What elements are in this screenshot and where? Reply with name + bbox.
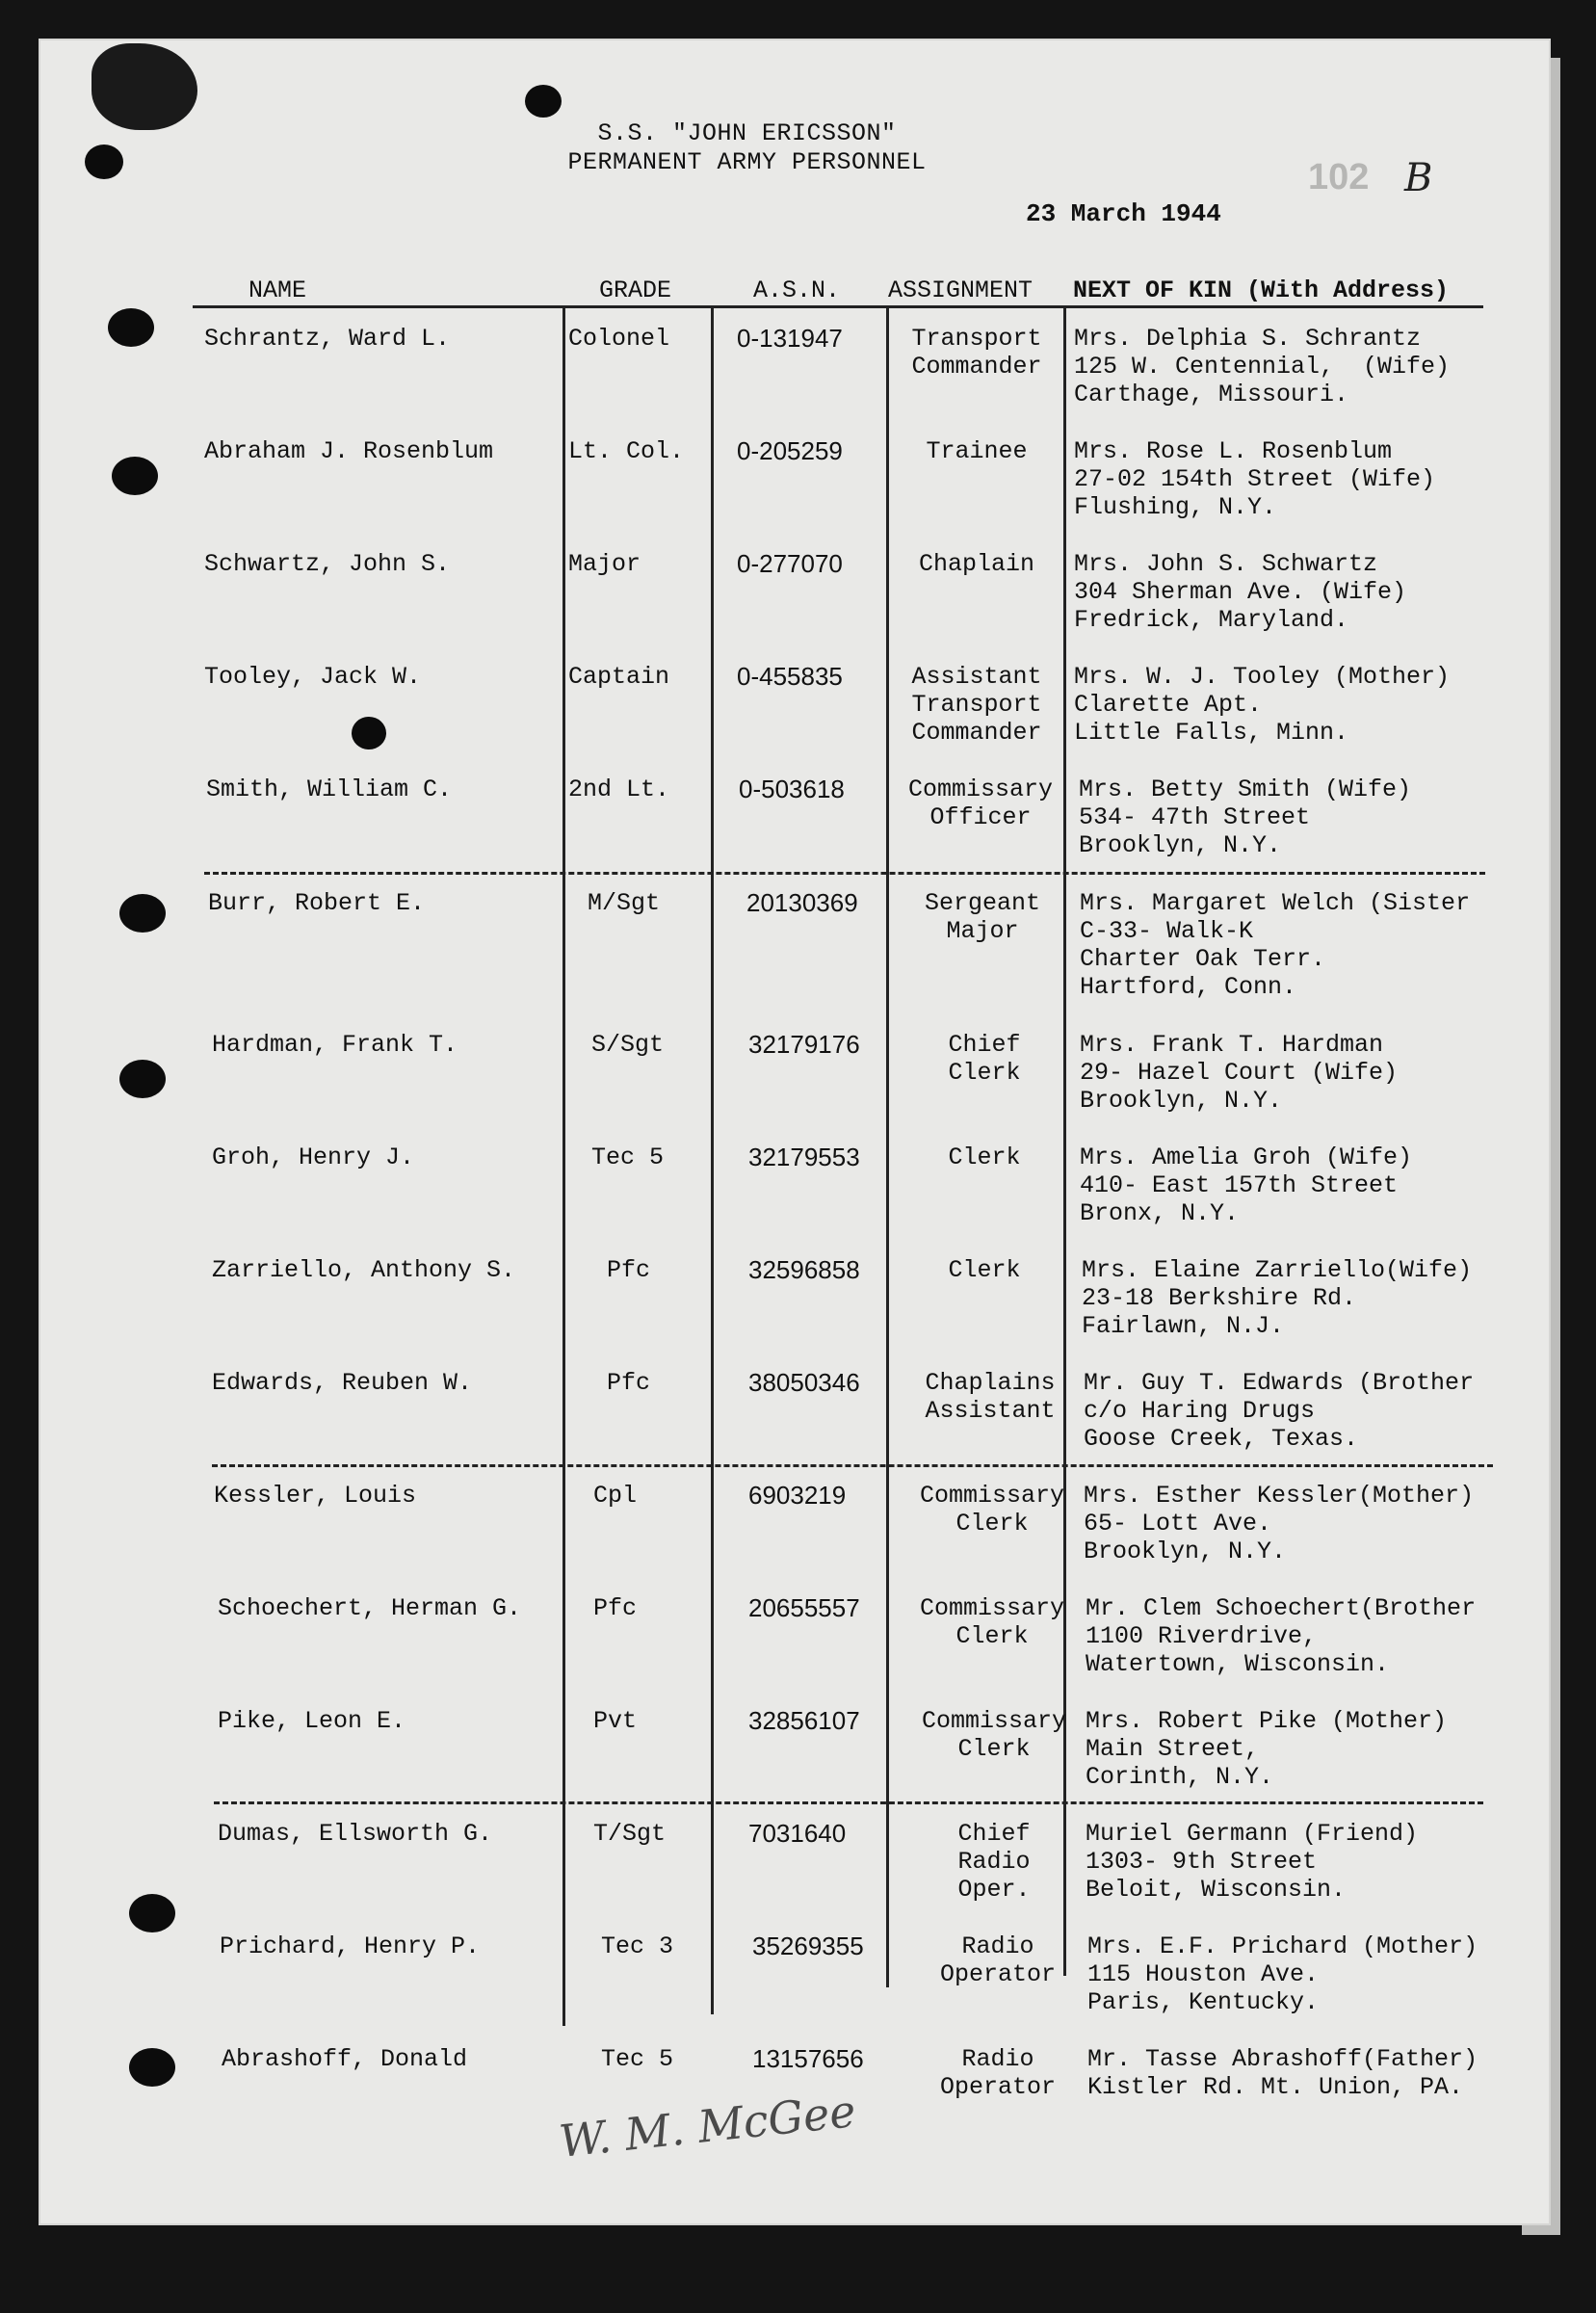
row-assignment: Radio Operator (939, 1932, 1057, 1988)
row-next-of-kin: Mrs. Elaine Zarriello(Wife) 23-18 Berkshire Rd. Fairlawn, N.J. (1082, 1256, 1473, 1340)
row-assignment: Commissary Clerk (919, 1482, 1065, 1538)
punch-hole (352, 717, 386, 749)
row-asn: 38050346 (748, 1368, 860, 1397)
row-asn: 0-131947 (737, 324, 843, 353)
section-separator (212, 1464, 1493, 1467)
row-assignment: Trainee (926, 437, 1028, 465)
row-assignment: Chief Clerk (948, 1031, 1021, 1087)
row-asn: 0-277070 (737, 549, 843, 578)
punch-hole (108, 308, 154, 347)
row-next-of-kin: Mrs. Esther Kessler(Mother) 65- Lott Ave. Brooklyn, N.Y. (1084, 1482, 1475, 1565)
row-assignment: Commissary Clerk (919, 1594, 1065, 1650)
ship-title: S.S. "JOHN ERICSSON" (597, 119, 897, 147)
column-header-next-of-kin: NEXT OF KIN (With Address) (1073, 276, 1450, 304)
row-next-of-kin: Mr. Clem Schoechert(Brother 1100 Riverdrive, Watertown, Wisconsin. (1086, 1594, 1477, 1678)
row-grade: Lt. Col. (568, 437, 685, 465)
row-grade: Major (568, 550, 641, 578)
row-asn: 0-503618 (739, 775, 845, 803)
row-next-of-kin: Mrs. Margaret Welch (Sister C-33- Walk-K Charter Oak Terr. Hartford, Conn. (1080, 889, 1471, 1001)
row-name: Pike, Leon E. (218, 1707, 406, 1735)
row-next-of-kin: Mrs. E.F. Prichard (Mother) 115 Houston Ave. Paris, Kentucky. (1087, 1932, 1478, 2016)
column-header-grade: GRADE (599, 276, 672, 304)
row-assignment: Commissary Officer (907, 775, 1054, 831)
punch-hole (525, 85, 562, 118)
row-assignment: Transport Commander (911, 325, 1042, 381)
row-grade: M/Sgt (588, 889, 661, 917)
row-next-of-kin: Mrs. Frank T. Hardman 29- Hazel Court (Wife) Brooklyn, N.Y. (1080, 1031, 1399, 1115)
row-name: Tooley, Jack W. (204, 663, 422, 691)
row-name: Edwards, Reuben W. (212, 1369, 473, 1397)
punch-hole (129, 1894, 175, 1932)
row-asn: 0-205259 (737, 436, 843, 465)
row-name: Abraham J. Rosenblum (204, 437, 494, 465)
column-header-assignment: ASSIGNMENT (888, 276, 1033, 304)
section-separator (204, 872, 1485, 875)
row-next-of-kin: Mrs. W. J. Tooley (Mother) Clarette Apt. Little Falls, Minn. (1074, 663, 1451, 747)
row-grade: 2nd Lt. (568, 775, 670, 803)
punch-hole (119, 1060, 166, 1098)
punch-hole (112, 457, 158, 495)
row-name: Dumas, Ellsworth G. (218, 1820, 493, 1848)
row-asn: 13157656 (752, 2044, 864, 2073)
row-assignment: Clerk (948, 1143, 1021, 1171)
row-assignment: Radio Operator (939, 2045, 1057, 2101)
row-asn: 20655557 (748, 1593, 860, 1622)
row-name: Prichard, Henry P. (220, 1932, 481, 1960)
row-next-of-kin: Mr. Tasse Abrashoff(Father) Kistler Rd. Mt. Union, PA. (1087, 2045, 1478, 2101)
row-grade: Pfc (593, 1594, 638, 1622)
stamp-number: 102 (1308, 157, 1370, 197)
row-next-of-kin: Mrs. Amelia Groh (Wife) 410- East 157th Street Bronx, N.Y. (1080, 1143, 1413, 1227)
column-rule (563, 306, 565, 2026)
document-subtitle: PERMANENT ARMY PERSONNEL (567, 148, 927, 176)
row-next-of-kin: Muriel Germann (Friend) 1303- 9th Street Beloit, Wisconsin. (1086, 1820, 1419, 1904)
row-assignment: Chaplains Assistant (925, 1369, 1056, 1425)
row-asn: 32179553 (748, 1143, 860, 1171)
row-asn: 32179176 (748, 1030, 860, 1059)
row-name: Smith, William C. (206, 775, 453, 803)
row-assignment: Clerk (948, 1256, 1021, 1284)
row-assignment: Chaplain (918, 550, 1035, 578)
row-assignment: Assistant Transport Commander (911, 663, 1042, 747)
punch-hole (119, 894, 166, 933)
row-asn: 20130369 (746, 888, 858, 917)
row-grade: Colonel (568, 325, 670, 353)
row-next-of-kin: Mrs. Delphia S. Schrantz 125 W. Centennial, (Wife) Carthage, Missouri. (1074, 325, 1451, 408)
row-grade: T/Sgt (593, 1820, 667, 1848)
row-asn: 32856107 (748, 1706, 860, 1735)
row-grade: Cpl (593, 1482, 638, 1510)
row-name: Kessler, Louis (214, 1482, 417, 1510)
row-grade: Tec 5 (591, 1143, 665, 1171)
row-asn: 0-455835 (737, 662, 843, 691)
column-header-name: NAME (249, 276, 307, 304)
row-next-of-kin: Mr. Guy T. Edwards (Brother c/o Haring Drugs Goose Creek, Texas. (1084, 1369, 1475, 1453)
row-next-of-kin: Mrs. Robert Pike (Mother) Main Street, Corinth, N.Y. (1086, 1707, 1448, 1791)
row-name: Hardman, Frank T. (212, 1031, 458, 1059)
row-grade: Pvt (593, 1707, 638, 1735)
row-next-of-kin: Mrs. Betty Smith (Wife) 534- 47th Street Brooklyn, N.Y. (1079, 775, 1412, 859)
row-asn: 6903219 (748, 1481, 847, 1510)
row-name: Zarriello, Anthony S. (212, 1256, 516, 1284)
section-separator (214, 1801, 1483, 1804)
row-next-of-kin: Mrs. Rose L. Rosenblum 27-02 154th Street (Wife) Flushing, N.Y. (1074, 437, 1436, 521)
row-grade: Tec 5 (601, 2045, 674, 2073)
row-name: Abrashoff, Donald (222, 2045, 468, 2073)
row-grade: Pfc (607, 1256, 651, 1284)
row-assignment: Sergeant Major (924, 889, 1041, 945)
header-rule (193, 305, 1483, 308)
row-assignment: Chief Radio Oper. (957, 1820, 1031, 1904)
row-grade: Tec 3 (601, 1932, 674, 1960)
row-assignment: Commissary Clerk (921, 1707, 1067, 1763)
row-name: Burr, Robert E. (208, 889, 426, 917)
punch-hole (129, 2048, 175, 2087)
row-asn: 7031640 (748, 1819, 847, 1848)
row-grade: S/Sgt (591, 1031, 665, 1059)
row-grade: Captain (568, 663, 670, 691)
row-name: Schwartz, John S. (204, 550, 451, 578)
row-asn: 32596858 (748, 1255, 860, 1284)
handwritten-signature: W. M. McGee (557, 2085, 858, 2168)
row-name: Groh, Henry J. (212, 1143, 415, 1171)
row-next-of-kin: Mrs. John S. Schwartz 304 Sherman Ave. (Wife) Fredrick, Maryland. (1074, 550, 1407, 634)
row-name: Schoechert, Herman G. (218, 1594, 522, 1622)
row-grade: Pfc (607, 1369, 651, 1397)
column-rule (886, 306, 889, 1987)
stamp-letter: B (1404, 156, 1433, 200)
column-rule (711, 306, 714, 2014)
document-date: 23 March 1944 (1026, 199, 1221, 228)
row-asn: 35269355 (752, 1932, 864, 1960)
column-header-asn: A.S.N. (753, 276, 841, 304)
row-name: Schrantz, Ward L. (204, 325, 451, 353)
